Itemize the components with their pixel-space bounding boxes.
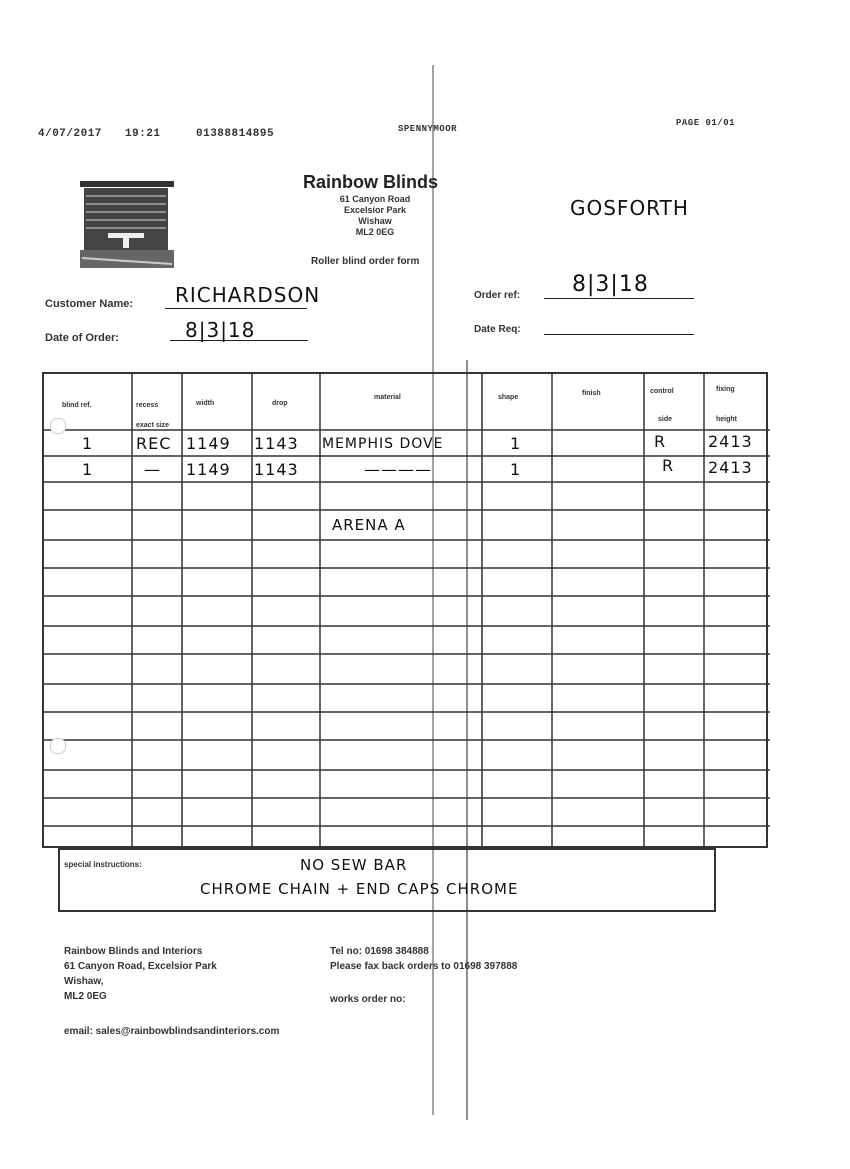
header-material: material [374, 394, 401, 401]
fax-time: 19:21 [125, 128, 161, 140]
row1-height[interactable]: 2413 [708, 432, 753, 451]
company-logo [78, 178, 178, 273]
company-address [330, 194, 420, 238]
date-req-label: Date Req: [474, 324, 521, 335]
header-finish: finish [582, 390, 601, 397]
header-width: width [196, 400, 215, 407]
date-line [170, 340, 308, 341]
table-note: ARENA A [332, 516, 406, 534]
row1-width[interactable]: 1149 [186, 434, 231, 453]
footer-works-order: works order no: [330, 994, 406, 1005]
header-fixing-sub: height [716, 416, 737, 423]
address-line: Excelsior Park [343, 205, 407, 215]
row1-drop[interactable]: 1143 [254, 434, 299, 453]
fax-page: PAGE 01/01 [676, 118, 736, 128]
row1-material[interactable]: MEMPHIS DOVE [322, 436, 444, 452]
footer-fax-back: Please fax back orders to 01698 397888 [330, 961, 518, 972]
instructions-label: special instructions: [64, 860, 142, 869]
row2-recess[interactable]: — [144, 460, 161, 479]
special-instructions-box [58, 848, 716, 912]
customer-name-label: Customer Name: [45, 298, 134, 310]
row1-control[interactable]: R [654, 432, 667, 451]
header-shape: shape [498, 394, 519, 401]
footer-email[interactable]: email: sales@rainbowblindsandinteriors.com [64, 1026, 280, 1037]
date-label: Date of Order: [45, 332, 119, 344]
row1-shape[interactable]: 1 [510, 434, 522, 453]
fax-location: SPENNYMOOR [398, 124, 458, 134]
header-fixing: fixing [716, 386, 735, 393]
header-recess: recess [136, 402, 159, 409]
row2-drop[interactable]: 1143 [254, 460, 299, 479]
row2-width[interactable]: 1149 [186, 460, 231, 479]
order-ref-label: Order ref: [474, 290, 521, 301]
instructions-line1[interactable]: NO SEW BAR [300, 856, 408, 874]
footer-address-line: Wishaw, [64, 976, 104, 987]
row2-material[interactable]: ———— [364, 460, 432, 479]
punch-hole [50, 738, 66, 754]
footer-address [64, 944, 217, 1004]
header-control: control [650, 388, 674, 395]
fax-date: 4/07/2017 [38, 128, 102, 140]
date-req-line [544, 334, 694, 335]
punch-hole [50, 418, 66, 434]
branch-note: GOSFORTH [570, 196, 689, 220]
row1-recess[interactable]: REC [136, 434, 172, 453]
footer-postcode: ML2 0EG [64, 991, 107, 1002]
footer-address-line: 61 Canyon Road, Excelsior Park [64, 961, 217, 972]
header-recess-sub: exact size [136, 422, 170, 429]
form-title: Roller blind order form [311, 256, 420, 267]
fax-number: 01388814895 [196, 128, 275, 140]
address-line: ML2 0EG [355, 227, 395, 237]
customer-name-line [165, 308, 307, 309]
row2-height[interactable]: 2413 [708, 458, 753, 477]
order-ref-value[interactable]: 8|3|18 [572, 272, 649, 297]
header-blind-ref: blind ref. [62, 402, 92, 409]
order-table [42, 372, 768, 848]
footer-tel: Tel no: 01698 384888 [330, 946, 429, 957]
address-line: Wishaw [358, 216, 392, 226]
order-ref-line [544, 298, 694, 299]
row1-ref[interactable]: 1 [82, 434, 94, 453]
footer-company-name: Rainbow Blinds and Interiors [64, 946, 203, 957]
company-name: Rainbow Blinds [303, 172, 438, 192]
row2-shape[interactable]: 1 [510, 460, 522, 479]
footer-contact [330, 944, 517, 974]
header-control-sub: side [658, 416, 673, 423]
date-value[interactable]: 8|3|18 [185, 318, 256, 342]
row2-control[interactable]: R [662, 456, 675, 475]
header-drop: drop [272, 400, 288, 407]
row2-ref[interactable]: 1 [82, 460, 94, 479]
customer-name-value[interactable]: RICHARDSON [175, 283, 321, 307]
instructions-line2[interactable]: CHROME CHAIN + END CAPS CHROME [200, 880, 519, 898]
address-line: 61 Canyon Road [339, 194, 411, 204]
